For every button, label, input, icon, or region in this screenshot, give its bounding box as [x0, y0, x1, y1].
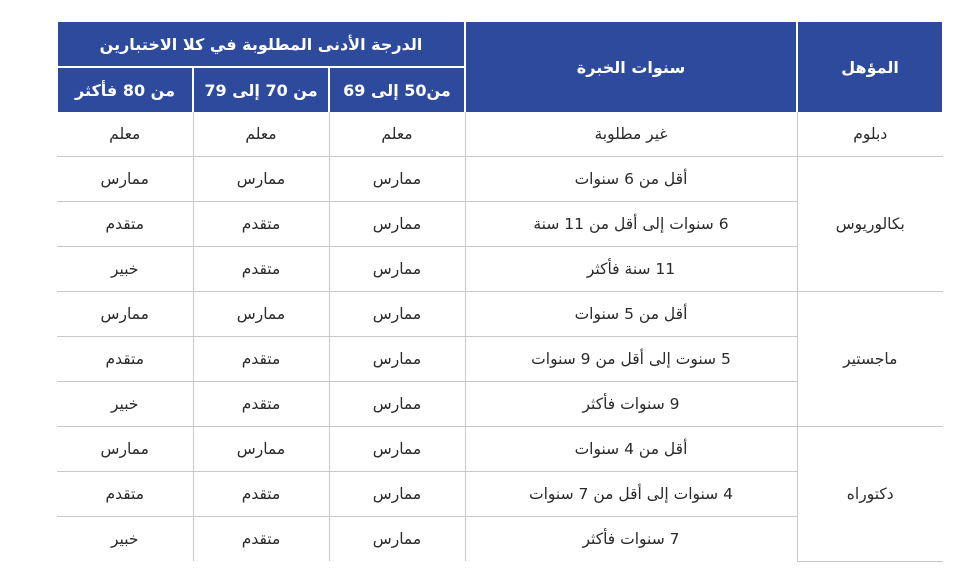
grade-cell: ممارس — [329, 472, 465, 517]
grade-cell: ممارس — [329, 427, 465, 472]
experience-cell: غير مطلوبة — [465, 112, 797, 157]
grade-cell: ممارس — [57, 157, 193, 202]
table-row — [57, 292, 943, 337]
grade-cell: خبير — [111, 530, 139, 548]
experience-cell: 5 سنوت إلى أقل من 9 سنوات — [465, 337, 797, 382]
score-range-header: من50 إلى 69 — [329, 67, 465, 112]
table-row — [57, 112, 943, 157]
experience-cell: 4 سنوات إلى أقل من 7 سنوات — [465, 472, 797, 517]
grade-cell: ممارس — [329, 247, 465, 292]
grade-cell: متقدم — [193, 202, 329, 247]
qualification-cell: ماجستير — [797, 292, 943, 427]
grade-cell: متقدم — [193, 382, 329, 427]
grade-cell: ممارس — [193, 292, 329, 337]
grade-cell: معلم — [57, 112, 193, 157]
qualification-header: المؤهل — [797, 22, 943, 112]
experience-cell: 6 سنوات إلى أقل من 11 سنة — [465, 202, 797, 247]
grade-cell: ممارس — [329, 337, 465, 382]
grade-cell: متقدم — [57, 202, 193, 247]
experience-cell: أقل من 5 سنوات — [465, 292, 797, 337]
grade-cell: ممارس — [329, 157, 465, 202]
grade-cell: ممارس — [329, 202, 465, 247]
min-score-header: الدرجة الأدنى المطلوبة في كلا الاختبارين — [57, 22, 465, 67]
qualification-cell: دبلوم — [797, 112, 943, 157]
grade-cell: ممارس — [57, 292, 193, 337]
grade-cell: ممارس — [193, 157, 329, 202]
grade-cell: متقدم — [57, 337, 193, 382]
grade-cell: ممارس — [193, 427, 329, 472]
table-row — [57, 427, 943, 472]
experience-cell: 9 سنوات فأكثر — [465, 382, 797, 427]
grade-cell: معلم — [329, 112, 465, 157]
experience-cell: أقل من 6 سنوات — [465, 157, 797, 202]
experience-cell: 7 سنوات فأكثر — [465, 517, 797, 562]
grade-cell: متقدم — [57, 472, 193, 517]
grade-cell: معلم — [193, 112, 329, 157]
qualification-cell: دكتوراه — [797, 427, 943, 562]
grade-cell: ممارس — [329, 292, 465, 337]
grade-cell: خبير — [57, 247, 193, 292]
grade-table — [56, 22, 944, 562]
score-range-header: من 80 فأكثر — [57, 67, 193, 112]
experience-header: سنوات الخبرة — [465, 22, 797, 112]
table-row — [57, 157, 943, 202]
grade-cell: متقدم — [193, 517, 329, 562]
experience-cell: 11 سنة فأكثر — [465, 247, 797, 292]
grade-cell: متقدم — [193, 337, 329, 382]
qualification-cell: بكالوريوس — [797, 157, 943, 292]
grade-cell: متقدم — [193, 472, 329, 517]
grade-cell: ممارس — [329, 382, 465, 427]
grade-cell: متقدم — [193, 247, 329, 292]
grade-cell: خبير — [57, 382, 193, 427]
grade-cell: ممارس — [57, 427, 193, 472]
grade-cell: ممارس — [329, 517, 465, 562]
score-range-header: من 70 إلى 79 — [193, 67, 329, 112]
experience-cell: أقل من 4 سنوات — [465, 427, 797, 472]
